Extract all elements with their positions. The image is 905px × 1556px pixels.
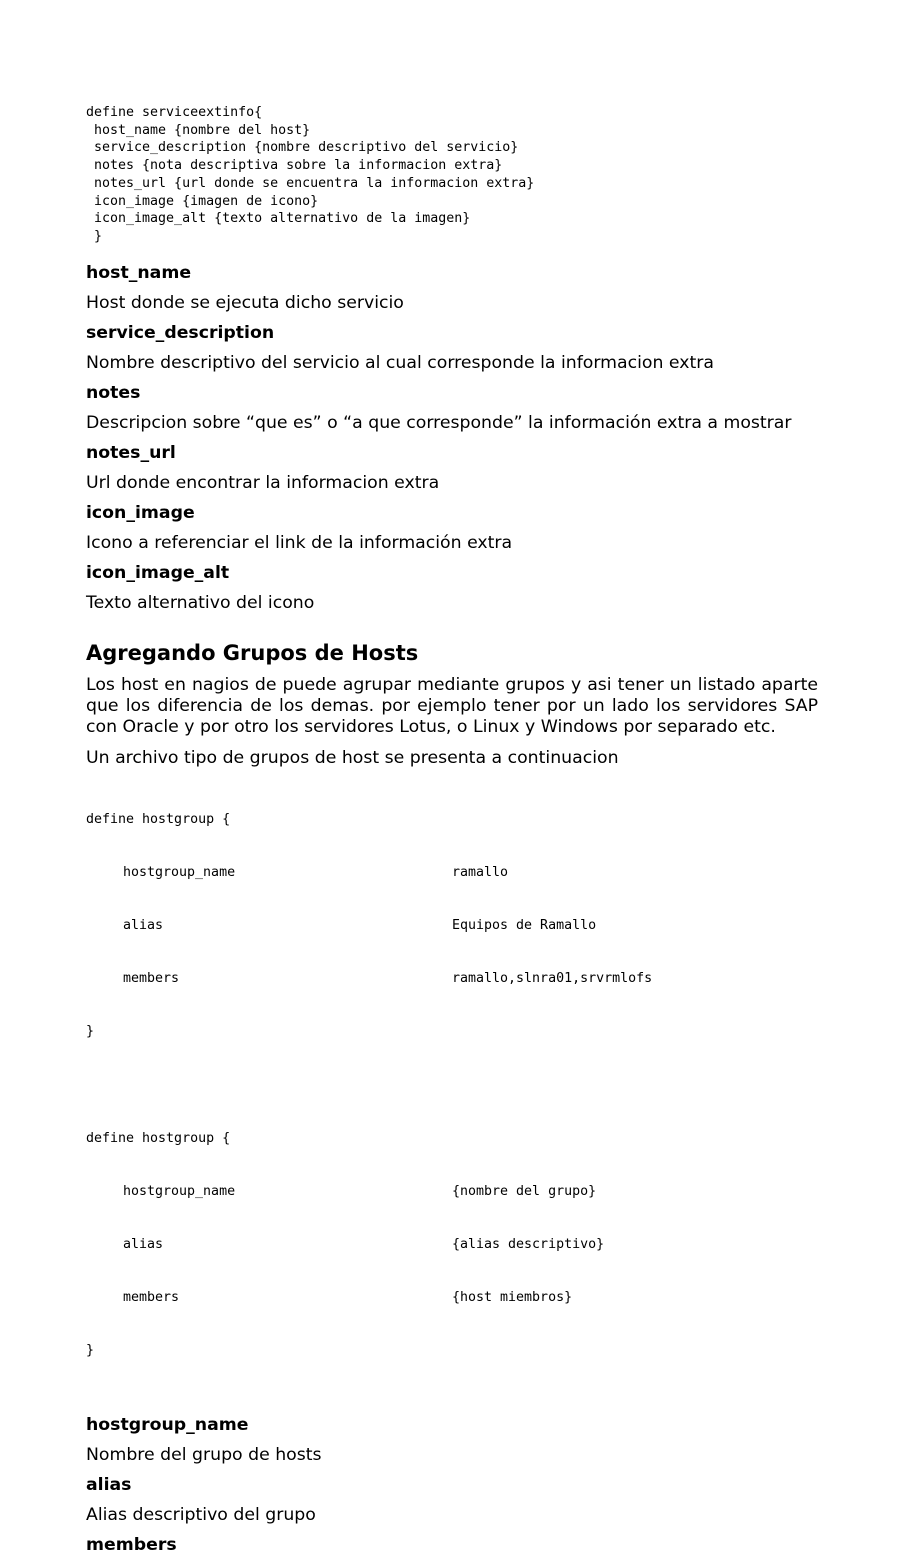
field-notes xyxy=(86,382,818,434)
field-icon-image xyxy=(86,502,818,554)
field-desc: Alias descriptivo del grupo xyxy=(86,1505,316,1526)
section-intro-paragraph: Los host en nagios de puede agrupar mediante grupos y asi tener un listado aparte que los diferencia de los demas. por ejemplo tener por un lado los servidores SAP con Oracle y por otro los servidores Lotus, o Linux y Windows por separado etc. xyxy=(86,674,818,737)
field-icon-image-alt xyxy=(86,562,818,614)
code-key: hostgroup_name xyxy=(123,1183,236,1199)
hostgroup-example-code xyxy=(86,776,818,1395)
code-value: {nombre del grupo} xyxy=(452,1183,597,1199)
code-key: members xyxy=(123,971,180,987)
section-heading: Agregando Grupos de Hosts xyxy=(86,640,419,665)
code-open: define hostgroup { xyxy=(86,1130,231,1146)
field-term: icon_image_alt xyxy=(86,562,230,583)
code-value: {host miembros} xyxy=(452,1289,573,1305)
code-close: } xyxy=(86,1342,95,1358)
code-close: } xyxy=(86,1024,95,1040)
field-notes-url xyxy=(86,442,818,494)
field-desc: Host donde se ejecuta dicho servicio xyxy=(86,292,404,313)
code-key: alias xyxy=(123,1236,164,1252)
field-term: host_name xyxy=(86,262,192,283)
field-service-description xyxy=(86,322,818,374)
serviceextinfo-code-block: define serviceextinfo{ host_name {nombre del host} service_description {nombre descriptivo del servicio} notes {nota descriptiva sobre la informacion extra} notes_url {url donde se encuentra la informacion extra} icon_image {imagen de icono} icon_image_alt {texto alternativo de la imagen} } xyxy=(86,105,535,244)
field-desc: Texto alternativo del icono xyxy=(86,592,315,613)
field-term: icon_image xyxy=(86,502,195,523)
field-term: alias xyxy=(86,1475,132,1496)
field-term: notes_url xyxy=(86,442,176,463)
field-host-name xyxy=(86,262,818,314)
field-term: hostgroup_name xyxy=(86,1415,249,1436)
code-value: Equipos de Ramallo xyxy=(452,918,597,934)
field-desc: Nombre del grupo de hosts xyxy=(86,1445,322,1466)
field-desc: Url donde encontrar la informacion extra xyxy=(86,472,440,493)
document-page xyxy=(86,104,818,1556)
field-desc: Nombre descriptivo del servicio al cual corresponde la informacion extra xyxy=(86,352,714,373)
code-value: ramallo,slnra01,srvrmlofs xyxy=(452,971,653,987)
field-members xyxy=(86,1534,818,1556)
field-alias xyxy=(86,1474,818,1526)
field-desc: Icono a referenciar el link de la información extra xyxy=(86,532,513,553)
code-key: hostgroup_name xyxy=(123,865,236,881)
section-intro-paragraph-2: Un archivo tipo de grupos de host se presenta a continuacion xyxy=(86,747,619,768)
field-term: service_description xyxy=(86,322,275,343)
field-term: notes xyxy=(86,382,141,403)
code-key: alias xyxy=(123,918,164,934)
field-hostgroup-name xyxy=(86,1414,818,1466)
code-open: define hostgroup { xyxy=(86,812,231,828)
code-value: ramallo xyxy=(452,865,509,881)
code-key: members xyxy=(123,1289,180,1305)
code-value: {alias descriptivo} xyxy=(452,1236,605,1252)
field-desc: Descripcion sobre “que es” o “a que corresponde” la información extra a mostrar xyxy=(86,412,792,433)
field-term: members xyxy=(86,1535,177,1556)
